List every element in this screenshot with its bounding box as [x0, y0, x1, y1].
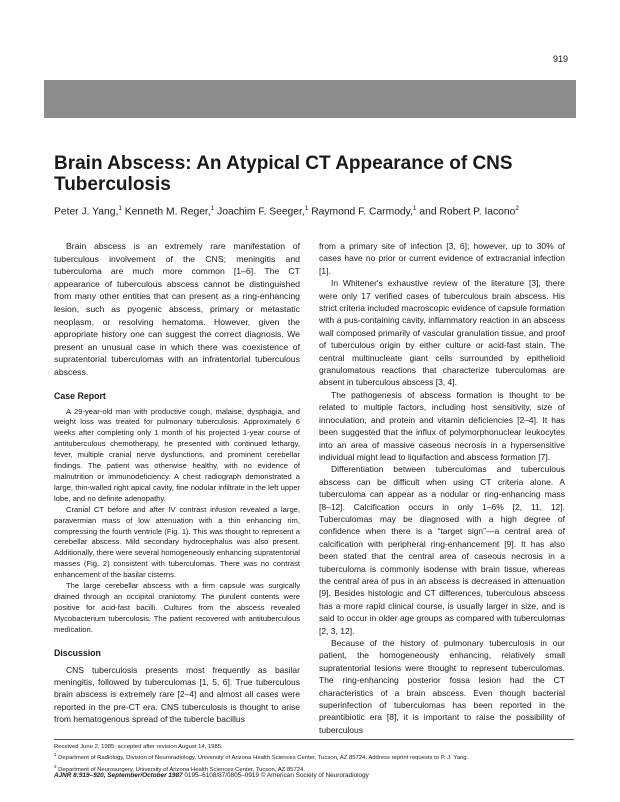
author-affiliation-mark: 1	[412, 205, 417, 212]
case-paragraph: Cranial CT before and after IV contrast infusion revealed a large, paravermian mass of low attenuation with a thin enhancing rim, compressing the fourth ventricle (Fig. 1). This was thought to represent a cerebellar abscess. Mild secondary hydrocephalus was also present. Additionally, there were several homogeneously enhancing supratentorial masses (Fig. 2) consistent with tuberculomas. There was no contrast enhancement of the basilar cisterns.	[54, 504, 300, 580]
article-title: Brain Abscess: An Atypical CT Appearance of CNS Tuberculosis	[54, 153, 513, 195]
section-heading-case-report: Case Report	[54, 390, 106, 401]
received-date-note: Received June 2, 1985; accepted after revision August 14, 1985.	[54, 744, 223, 750]
discussion-paragraph: CNS tuberculosis presents most frequently as basilar meningitis, followed by tuberculomas [1, 5, 6]. True tuberculous brain abscess is extremely rare [2–4] and almost all cases were reported in the pre-CT era. CNS tuberculosis is thought to arise from hematogenous spread of the tubercle bacillus	[54, 664, 300, 725]
author-name: and Robert P. Iacono	[416, 206, 516, 218]
abstract-paragraph: Brain abscess is an extremely rare manifestation of tuberculous involvement of the CNS; meningitis and tuberculoma are much more common [1–6]. The CT appearance of tuberculous abscess cannot be distinguished from many other entities that can present as a ring-enhancing lesion, such as pyogenic abscess, primary or metastatic neoplasm, or resolving hematoma. However, given the appropriate history one can suggest the correct diagnosis. We present an unusual case in which there was coexistence of supratentorial tuberculomas with an infratentorial tuberculous abscess.	[54, 241, 300, 377]
author-name: Raymond F. Carmody,	[308, 206, 413, 218]
author-affiliation-mark: 1	[118, 205, 122, 212]
footnote-text: Department of Radiology, Division of Neuroradiology, University of Arizona Health Sciences Center, Tucson, AZ 85724. Address reprint requests to P. J. Yang.	[56, 755, 469, 762]
discussion-paragraph: Differentiation between tuberculomas and tuberculous abscess can be difficult when using CT criteria alone. A tuberculoma can appear as a nodular or ring-enhancing mass [8–12]. Calcification occurs in only 1–6% [2, 11, 12]. Tuberculomas may be diagnosed with a high degree of confidence when there is a “target sign”—a central area of calcification with peripheral ring-enhancement [9]. It has also been stated that the central area of caseous necrosis in a tuberculoma is commonly isodense with brain tissue, whereas the central area of pus in an abscess is decreased in attenuation [9]. Besides histologic and CT differences, tuberculous abscess has a more rapid clinical course, is usually larger in size, and is said to occur in older age groups as compared with tuberculomas [2, 3, 12].	[319, 464, 565, 636]
author-affiliation-mark: 2	[515, 205, 519, 212]
author-name: Joachim F. Seeger,	[214, 206, 305, 218]
discussion-paragraph: Because of the history of pulmonary tuberculosis in our patient, the homogeneously enhancing, relatively small supratentorial lesions were thought to represent tuberculomas. The ring-enhancing posterior fossa lesion had the CT characteristics of a brain abscess. Even though bacterial superinfection of tuberculomas has been reported in the preantibiotic era [8], it is important to raise the possibility of tuberculous	[319, 638, 565, 735]
left-column	[54, 240, 300, 726]
journal-citation-details: 0195–6108/87/0805–0919 © American Society of Neuroradiology	[182, 772, 369, 779]
discussion-paragraph: The pathogenesis of abscess formation is thought to be related to multiple factors, including host sensitivity, size of innoculation, and protein and vitamin deficiencies [2–4]. It has been suggested that the influx of polymorphonuclear leukocytes into an area of massive caseous necrosis in a hypersensitive individual might lead to liquifaction and abscess formation [7].	[319, 389, 565, 462]
author-affiliation-mark: 1	[304, 205, 309, 212]
author-name: Peter J. Yang,	[54, 206, 119, 218]
page-number: 919	[552, 54, 568, 64]
author-name: Kenneth M. Reger,	[121, 206, 211, 218]
footnotes	[54, 739, 574, 774]
footnote-mark: 2	[54, 763, 57, 769]
header-banner	[44, 80, 576, 118]
affiliation-note-1	[54, 751, 574, 762]
case-paragraph: A 29-year-old man with productive cough, malaise, dysphagia, and weight loss was treated for pulmonary tuberculosis. Approximately 6 weeks after completing only 1 month of his projected 1-year course of antituberculous chemotherapy, he presented with continued lethargy, fever, multiple cranial nerve dysfunctions, and prominent cerebellar findings. The patient was otherwise healthy, with no evidence of malnutrition or immunodeficiency. A chest radiograph demonstrated a large, thin-walled right apical cavity, fine nodular infiltrate in the left upper lobe, and no definite adenopathy.	[54, 406, 300, 503]
footnote-text: Department of Neurosurgery, University of Arizona Health Sciences Center, Tucson, AZ 85724.	[56, 766, 305, 773]
author-affiliation-mark: 1	[210, 205, 215, 212]
discussion-paragraph: In Whitener's exhaustive review of the literature [3], there were only 17 verified cases of tuberculous brain abscess. His strict criteria included macroscopic evidence of capsule formation with a pus-containing cavity, inflammatory reaction in an abscess wall composed primarily of vascular granulation tissue, and proof of tuberculous origin by either culture or acid-fast stain. The central multinucleate giant cells surrounded by epithelioid granulomatous reactions that characterize tuberculomas are absent in tuberculous abscess [3, 4].	[319, 278, 565, 388]
right-column	[319, 240, 565, 736]
section-heading-discussion: Discussion	[54, 647, 101, 658]
discussion-paragraph: from a primary site of infection [3, 6]; however, up to 30% of cases have no prior or current evidence of extracranial infection [1].	[319, 241, 565, 276]
journal-citation-label: AJNR 8:919–920, September/October 1987	[54, 772, 183, 779]
author-list	[54, 202, 584, 219]
footnote-mark: 1	[54, 752, 57, 758]
journal-citation	[54, 772, 369, 779]
case-paragraph: The large cerebellar abscess with a firm capsule was surgically drained through an occipital craniotomy. The purulent contents were positive for acid-fast bacilli. Cultures from the abscess revealed Mycobacterium tuberculosis. The patient recovered with antituberculous medication.	[54, 581, 300, 634]
